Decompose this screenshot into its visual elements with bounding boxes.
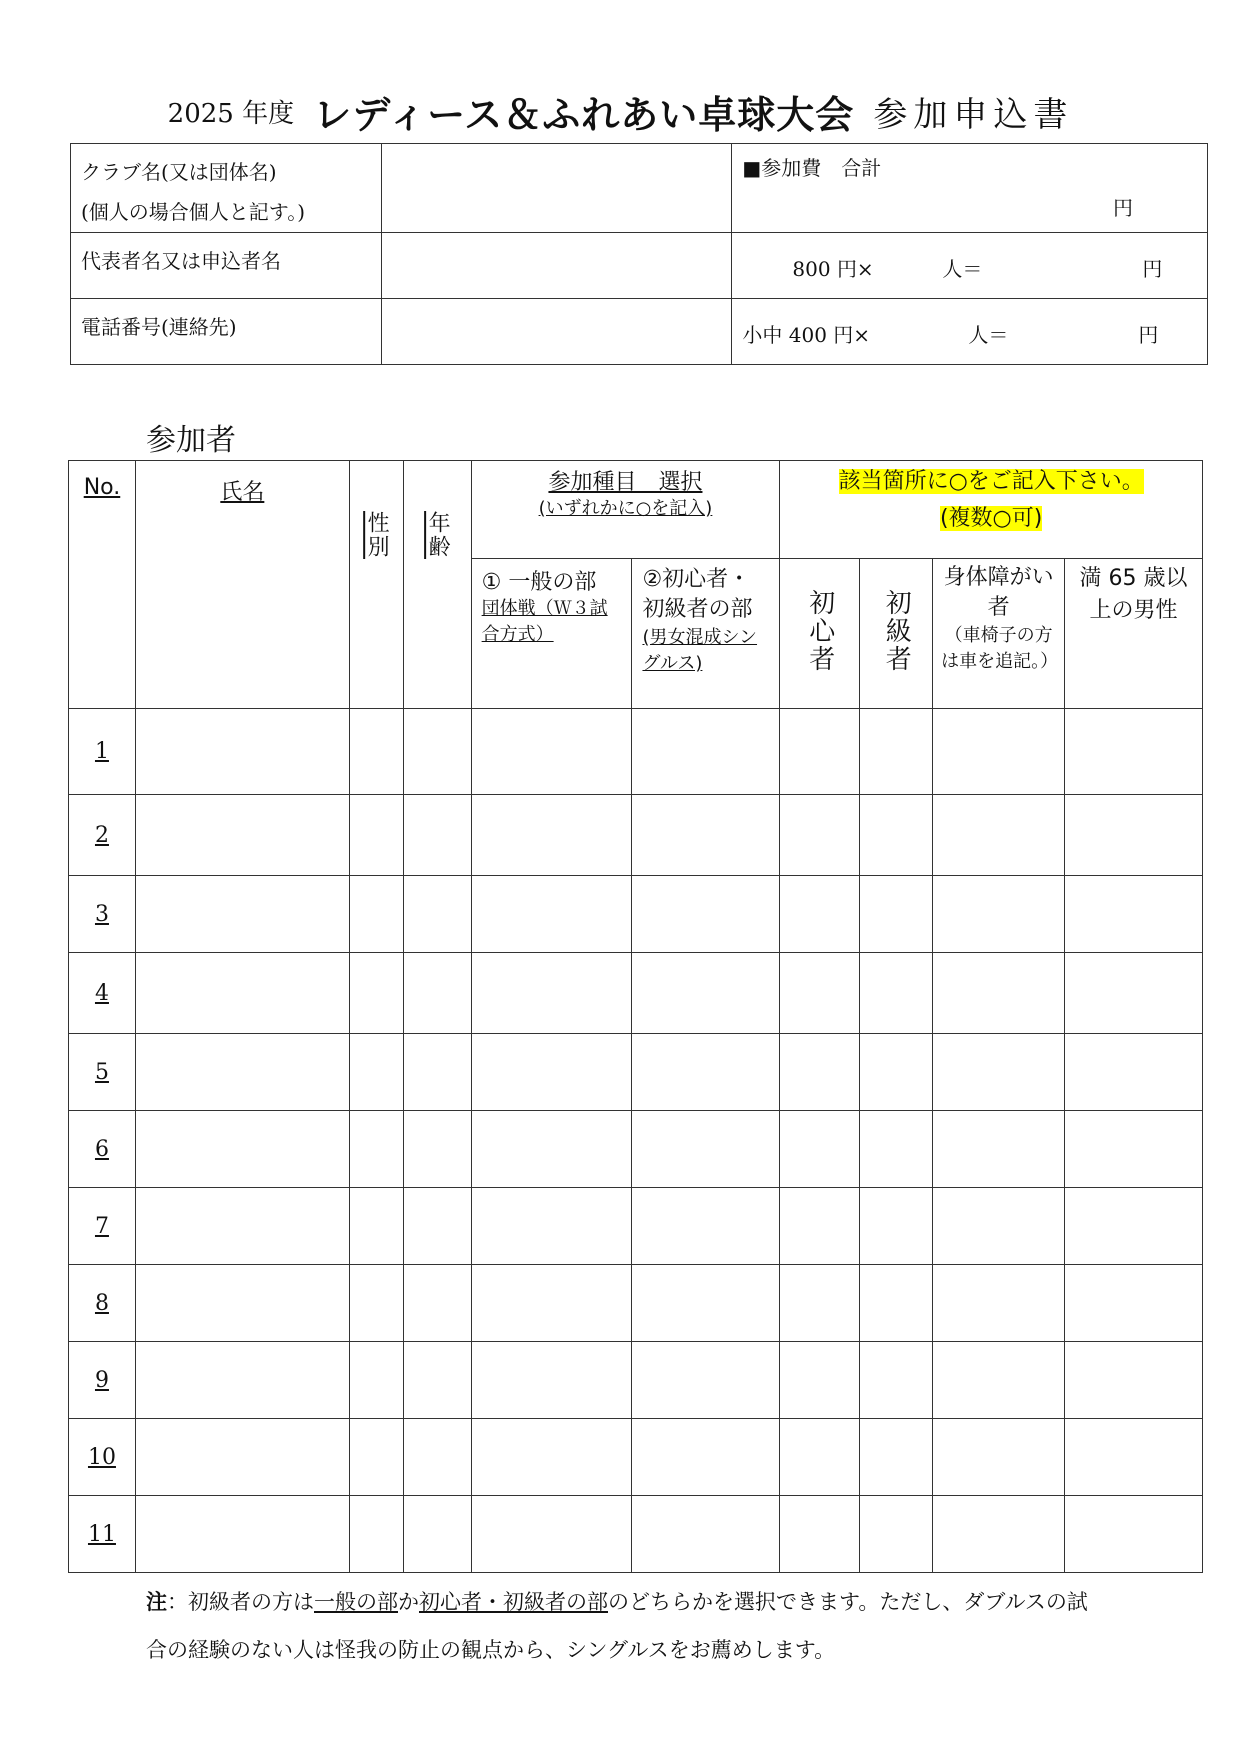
general-cell[interactable] [471,1111,632,1188]
age-cell[interactable] [403,1265,471,1342]
title-year: 2025 年度 [167,99,295,129]
table-row [69,795,1203,876]
senior-label: 満 65 歳以上の男性 [1079,566,1188,623]
beginner-cell[interactable] [632,1034,780,1111]
club-label-line-1: クラブ名(又は団体名) [81,160,277,184]
senior-cell[interactable] [1065,1034,1203,1111]
gender-cell[interactable] [349,1111,403,1188]
event-sub: (いずれかに○を記入) [538,498,713,519]
age-cell[interactable] [403,953,471,1034]
age-cell[interactable] [403,876,471,953]
header-gender [349,461,403,709]
beginner-cell[interactable] [632,1188,780,1265]
shoshin-cell[interactable] [780,1496,860,1573]
header-no-label: No. [83,475,121,500]
general-cell[interactable] [471,1419,632,1496]
note-text-1: ：初級者の方は [167,1590,314,1614]
shoshin-cell[interactable] [780,795,860,876]
shokyu-cell[interactable] [860,1034,933,1111]
gender-cell[interactable] [349,1342,403,1419]
beginner-cell[interactable] [632,709,780,795]
note-text-5: のどちらかを選択できます。ただし、ダブルスの試合の経験のない人は怪我の防止の観点から、シングルスをお薦めします。 [146,1590,1088,1662]
general-cell[interactable] [471,1188,632,1265]
gender-cell[interactable] [349,1496,403,1573]
gender-cell[interactable] [349,953,403,1034]
beginner-label: ②初心者・初級者の部 [642,567,753,622]
club-name-label [71,144,382,233]
beginner-cell[interactable] [632,1265,780,1342]
age-cell[interactable] [403,1342,471,1419]
disabled-cell[interactable] [933,709,1065,795]
table-row [69,1342,1203,1419]
name-cell[interactable] [135,1034,349,1111]
disabled-cell[interactable] [933,953,1065,1034]
general-cell[interactable] [471,876,632,953]
participants-table [68,460,1203,1573]
multiple-note: (複数○可) [939,506,1043,531]
table-row [69,1034,1203,1111]
adult-yen-label: 円 [1142,257,1163,281]
applicant-info-table [70,143,1208,365]
row-number: 9 [69,1342,136,1419]
table-row [69,1188,1203,1265]
disabled-cell[interactable] [933,1111,1065,1188]
shoshin-cell[interactable] [780,953,860,1034]
senior-cell[interactable] [1065,1111,1203,1188]
age-cell[interactable] [403,709,471,795]
gender-cell[interactable] [349,1034,403,1111]
beginner-cell[interactable] [632,1111,780,1188]
shoshin-cell[interactable] [780,1342,860,1419]
phone-label: 電話番号(連絡先) [71,299,382,365]
shokyu-cell[interactable] [860,1265,933,1342]
table-row [69,1419,1203,1496]
gender-cell[interactable] [349,1188,403,1265]
header-name-label: 氏名 [220,480,265,505]
adult-fee-label: 800 円× [792,257,874,281]
disabled-cell[interactable] [933,1496,1065,1573]
header-event [471,461,780,559]
shoshin-cell[interactable] [780,1265,860,1342]
title-sub: 参加申込書 [873,95,1074,135]
shoshin-cell[interactable] [780,1188,860,1265]
header-general [471,559,632,709]
header-shokyu [860,559,933,709]
row-number: 6 [69,1111,136,1188]
disabled-sub: （車椅子の方は車を追記。） [941,625,1059,672]
shoshin-label: 初心者 [804,589,835,673]
club-label-line-2: (個人の場合個人と記す。) [81,200,306,224]
header-applicable [780,461,1203,559]
table-row [69,876,1203,953]
senior-cell[interactable] [1065,1342,1203,1419]
footnote [146,1578,1106,1674]
general-cell[interactable] [471,1265,632,1342]
child-yen-label: 円 [1138,323,1159,347]
representative-label: 代表者名又は申込者名 [71,233,382,299]
header-no [69,461,136,709]
child-persons-label: 人＝ [968,323,1009,347]
adult-fee-cell[interactable] [732,233,1208,299]
general-cell[interactable] [471,709,632,795]
senior-cell[interactable] [1065,1188,1203,1265]
header-senior [1065,559,1203,709]
senior-cell[interactable] [1065,1496,1203,1573]
disabled-cell[interactable] [933,1265,1065,1342]
senior-cell[interactable] [1065,1265,1203,1342]
fee-total-yen: 円 [1113,196,1133,220]
beginner-cell[interactable] [632,876,780,953]
shokyu-cell[interactable] [860,876,933,953]
event-title: 参加種目 選択 [548,470,703,495]
phone-field[interactable] [381,299,732,365]
gender-cell[interactable] [349,1265,403,1342]
row-number: 1 [69,709,136,795]
shokyu-cell[interactable] [860,1188,933,1265]
row-number: 5 [69,1034,136,1111]
age-cell[interactable] [403,795,471,876]
gender-cell[interactable] [349,709,403,795]
shoshin-cell[interactable] [780,1419,860,1496]
disabled-cell[interactable] [933,1419,1065,1496]
senior-cell[interactable] [1065,709,1203,795]
shokyu-label: 初級者 [881,589,912,673]
name-cell[interactable] [135,1111,349,1188]
row-number: 8 [69,1265,136,1342]
disabled-cell[interactable] [933,1342,1065,1419]
name-cell[interactable] [135,1188,349,1265]
representative-field[interactable] [381,233,732,299]
header-age [403,461,471,709]
gender-cell[interactable] [349,876,403,953]
gender-cell[interactable] [349,1419,403,1496]
age-cell[interactable] [403,1496,471,1573]
name-cell[interactable] [135,709,349,795]
general-sub: 団体戦（Ｗ３試合方式） [481,598,608,645]
note-text-4: 初心者・初級者の部 [419,1590,608,1614]
beginner-sub: (男女混成シングルス) [642,627,758,674]
shoshin-cell[interactable] [780,876,860,953]
name-cell[interactable] [135,1265,349,1342]
beginner-cell[interactable] [632,1342,780,1419]
general-cell[interactable] [471,1034,632,1111]
name-cell[interactable] [135,795,349,876]
header-gender-label: 性別 [364,511,390,559]
fee-total-label: ■参加費 合計 [742,156,882,180]
header-beginner [632,559,780,709]
general-cell[interactable] [471,1342,632,1419]
table-row [69,1265,1203,1342]
age-cell[interactable] [403,1188,471,1265]
fee-total-cell[interactable] [732,144,1208,233]
header-shoshin [780,559,860,709]
adult-persons-label: 人＝ [942,257,983,281]
disabled-cell[interactable] [933,876,1065,953]
row-number: 10 [69,1419,136,1496]
age-cell[interactable] [403,1419,471,1496]
child-fee-cell[interactable] [732,299,1208,365]
disabled-label: 身体障がい者 [943,565,1054,620]
shokyu-cell[interactable] [860,709,933,795]
beginner-cell[interactable] [632,795,780,876]
document-title [0,84,1241,139]
note-label: 注 [146,1590,167,1614]
name-cell[interactable] [135,1419,349,1496]
club-name-field[interactable] [381,144,732,233]
disabled-cell[interactable] [933,1188,1065,1265]
shokyu-cell[interactable] [860,1342,933,1419]
row-number: 11 [69,1496,136,1573]
section-title: 参加者 [146,423,236,458]
shokyu-cell[interactable] [860,1111,933,1188]
general-label: ① 一般の部 [481,570,597,595]
beginner-cell[interactable] [632,953,780,1034]
row-number: 4 [69,953,136,1034]
age-cell[interactable] [403,1034,471,1111]
shokyu-cell[interactable] [860,953,933,1034]
name-cell[interactable] [135,1342,349,1419]
shoshin-cell[interactable] [780,709,860,795]
disabled-cell[interactable] [933,1034,1065,1111]
name-cell[interactable] [135,953,349,1034]
gender-cell[interactable] [349,795,403,876]
senior-cell[interactable] [1065,953,1203,1034]
name-cell[interactable] [135,876,349,953]
note-text-3: か [398,1590,419,1614]
header-name [135,461,349,709]
age-cell[interactable] [403,1111,471,1188]
name-cell[interactable] [135,1496,349,1573]
row-number: 7 [69,1188,136,1265]
table-row [69,1496,1203,1573]
row-number: 3 [69,876,136,953]
beginner-cell[interactable] [632,1419,780,1496]
senior-cell[interactable] [1065,795,1203,876]
senior-cell[interactable] [1065,876,1203,953]
general-cell[interactable] [471,1496,632,1573]
title-main: レディース＆ふれあい卓球大会 [313,93,855,137]
beginner-cell[interactable] [632,1496,780,1573]
row-number: 2 [69,795,136,876]
header-age-label: 年齢 [425,511,451,559]
disabled-cell[interactable] [933,795,1065,876]
shokyu-cell[interactable] [860,795,933,876]
table-row [69,709,1203,795]
header-disabled [933,559,1065,709]
senior-cell[interactable] [1065,1419,1203,1496]
general-cell[interactable] [471,795,632,876]
general-cell[interactable] [471,953,632,1034]
note-text-2: 一般の部 [314,1590,398,1614]
child-fee-label: 小中 400 円× [742,323,871,347]
shokyu-cell[interactable] [860,1419,933,1496]
table-row [69,1111,1203,1188]
shoshin-cell[interactable] [780,1034,860,1111]
shoshin-cell[interactable] [780,1111,860,1188]
shokyu-cell[interactable] [860,1496,933,1573]
applicable-note: 該当箇所に○をご記入下さい。 [838,469,1144,494]
table-row [69,953,1203,1034]
